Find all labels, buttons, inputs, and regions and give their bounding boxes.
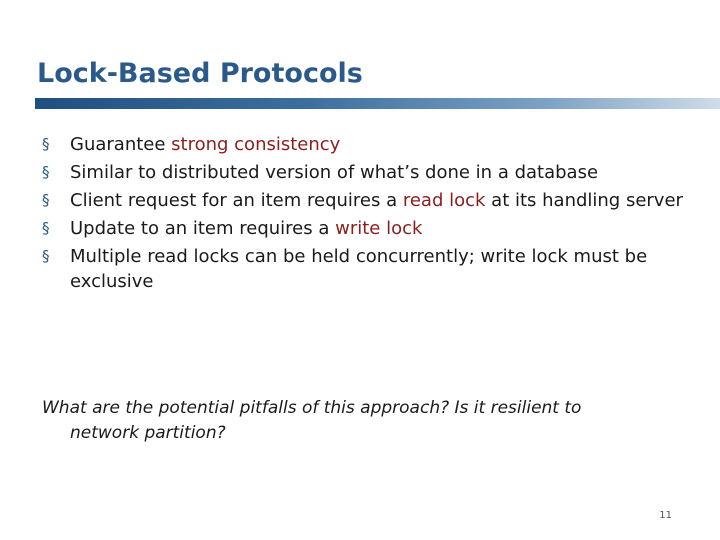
bullet-highlight-text: strong consistency	[171, 134, 341, 155]
discussion-question	[42, 396, 682, 446]
bullet-marker-icon: §	[42, 135, 50, 153]
bullet-item	[42, 188, 712, 213]
bullet-item	[42, 132, 712, 157]
bullet-item	[42, 216, 712, 241]
bullet-item	[42, 160, 712, 185]
bullet-text: Guarantee	[70, 134, 172, 155]
bullet-list	[42, 132, 712, 297]
bullet-text-after: at its handling server	[485, 190, 683, 211]
bullet-marker-icon: §	[42, 191, 50, 209]
bullet-marker-icon: §	[42, 247, 50, 265]
question-line-2: network partition?	[70, 423, 226, 443]
bullet-marker-icon: §	[42, 163, 50, 181]
bullet-highlight-text: write lock	[335, 218, 423, 239]
question-line-1: What are the potential pitfalls of this approach? Is it resilient to	[42, 398, 582, 418]
title-underline-bar	[35, 98, 720, 109]
bullet-text: Multiple read locks can be held concurrently; write lock must be exclusive	[70, 246, 648, 292]
page-number: 11	[659, 510, 672, 521]
bullet-text: Client request for an item requires a	[70, 190, 403, 211]
slide-title: Lock-Based Protocols	[37, 58, 363, 89]
bullet-marker-icon: §	[42, 219, 50, 237]
bullet-item	[42, 244, 712, 294]
bullet-highlight-text: read lock	[402, 190, 486, 211]
bullet-text: Similar to distributed version of what’s done in a database	[70, 162, 599, 183]
bullet-text: Update to an item requires a	[70, 218, 336, 239]
